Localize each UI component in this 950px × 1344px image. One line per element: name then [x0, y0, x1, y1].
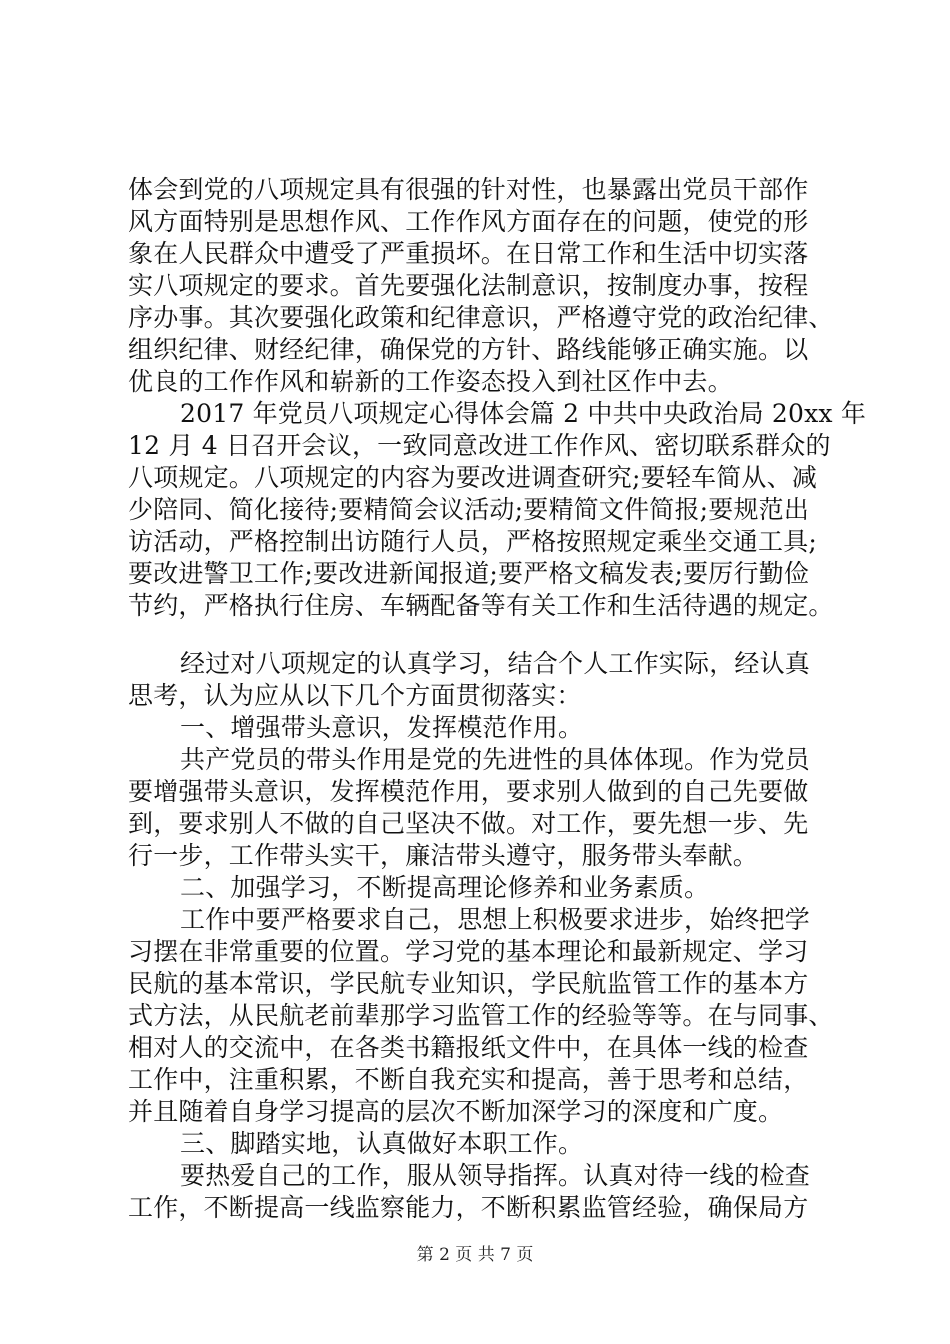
text-line: 序办事。其次要强化政策和纪律意识，严格遵守党的政治纪律、 [128, 303, 834, 332]
text-line: 民航的基本常识，学民航专业知识，学民航监管工作的基本方 [128, 969, 809, 998]
text-line: 工作，不断提高一线监察能力，不断积累监管经验，确保局方 [128, 1193, 809, 1222]
text-line: 象在人民群众中遭受了严重损坏。在日常工作和生活中切实落 [128, 239, 809, 268]
text-line: 风方面特别是思想作风、工作作风方面存在的问题，使党的形 [128, 207, 809, 236]
text-line: 少陪同、简化接待;要精简会议活动;要精简文件简报;要规范出 [128, 495, 810, 524]
text-line: 组织纪律、财经纪律，确保党的方针、路线能够正确实施。以 [128, 335, 809, 364]
text-line: 相对人的交流中，在各类书籍报纸文件中，在具体一线的检查 [128, 1033, 809, 1062]
text-line: 经过对八项规定的认真学习，结合个人工作实际，经认真 [180, 649, 811, 678]
text-line: 到，要求别人不做的自己坚决不做。对工作，要先想一步、先 [128, 809, 809, 838]
text-line: 思考，认为应从以下几个方面贯彻落实： [128, 681, 582, 710]
text-line: 工作中要严格要求自己，思想上积极要求进步，始终把学 [180, 905, 811, 934]
section-heading: 一、增强带头意识，发挥模范作用。 [180, 713, 584, 742]
text-line: 访活动，严格控制出访随行人员，严格按照规定乘坐交通工具; [128, 527, 818, 556]
text-line: 并且随着自身学习提高的层次不断加深学习的深度和广度。 [128, 1097, 784, 1126]
section-heading: 二、加强学习，不断提高理论修养和业务素质。 [180, 873, 710, 902]
page-footer: 第 2 页 共 7 页 [416, 1245, 534, 1265]
text-line: 优良的工作作风和崭新的工作姿态投入到社区作中去。 [128, 367, 733, 396]
text-line: 共产党员的带头作用是党的先进性的具体体现。作为党员 [180, 745, 811, 774]
text-line: 工作中，注重积累，不断自我充实和提高，善于思考和总结， [128, 1065, 809, 1094]
text-line: 习摆在非常重要的位置。学习党的基本理论和最新规定、学习 [128, 937, 809, 966]
text-line: 要改进警卫工作;要改进新闻报道;要严格文稿发表;要厉行勤俭 [128, 559, 810, 588]
text-line: 八项规定。八项规定的内容为要改进调查研究;要轻车简从、减 [128, 463, 818, 492]
text-line: 2017 年党员八项规定心得体会篇 2 中共中央政治局 20xx 年 [180, 399, 867, 428]
text-line: 式方法，从民航老前辈那学习监管工作的经验等等。在与同事、 [128, 1001, 834, 1030]
text-line: 实八项规定的要求。首先要强化法制意识，按制度办事，按程 [128, 271, 809, 300]
text-line: 要增强带头意识，发挥模范作用，要求别人做到的自己先要做 [128, 777, 809, 806]
section-heading: 三、脚踏实地，认真做好本职工作。 [180, 1129, 584, 1158]
text-line: 行一步，工作带头实干，廉洁带头遵守，服务带头奉献。 [128, 841, 759, 870]
text-line: 体会到党的八项规定具有很强的针对性，也暴露出党员干部作 [128, 175, 809, 204]
text-line: 12 月 4 日召开会议，一致同意改进工作作风、密切联系群众的 [128, 431, 831, 460]
text-line: 节约，严格执行住房、车辆配备等有关工作和生活待遇的规定。 [128, 591, 834, 620]
text-line: 要热爱自己的工作，服从领导指挥。认真对待一线的检查 [180, 1161, 811, 1190]
